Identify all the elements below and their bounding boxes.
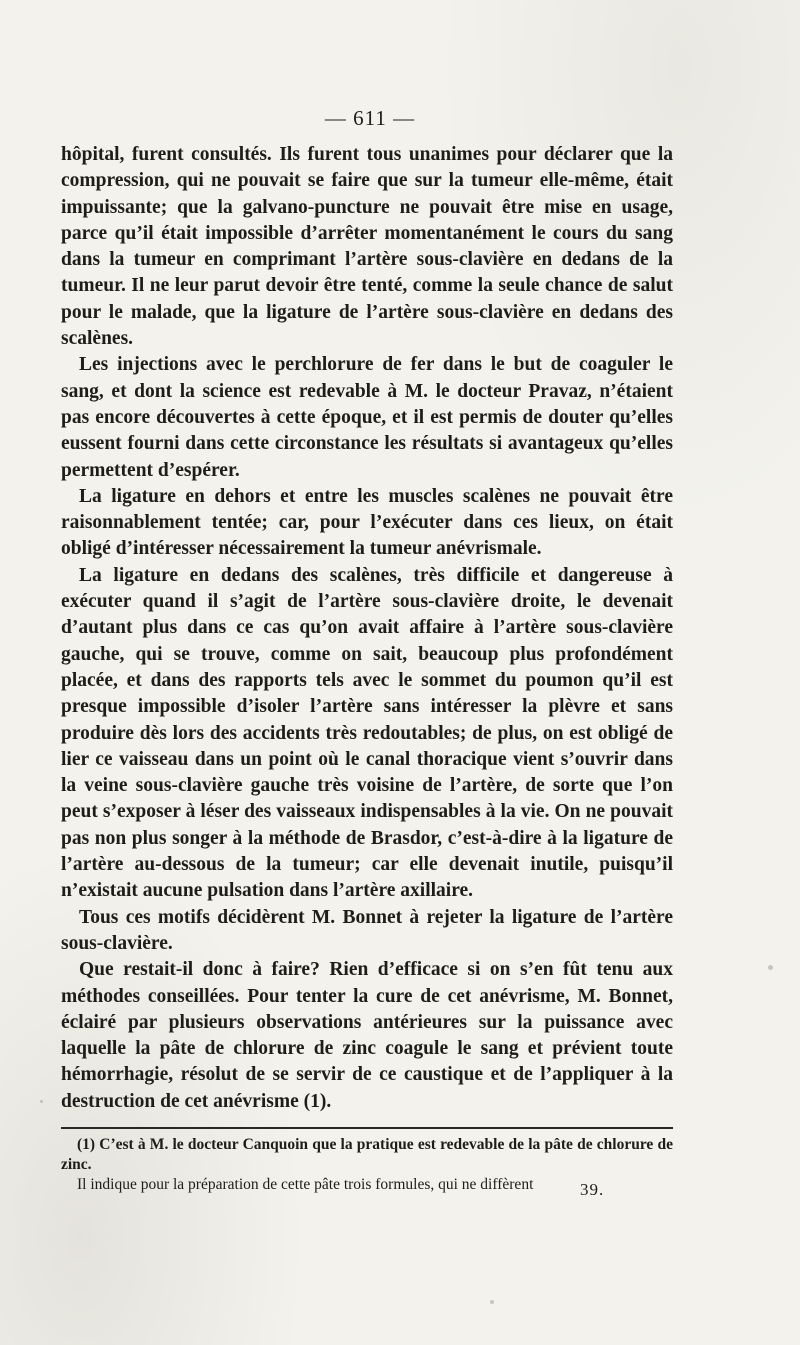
- paragraph: hôpital, furent consultés. Ils furent tous unanimes pour déclarer que la compression, qui ne pouvait se faire que sur la tumeur elle-même, était impuissante; que la galvano-puncture ne pouvait être mise en usage, parce qu’il était impossible d’arrêter momentanément le cours du sang dans la tumeur en comprimant l’artère sous-clavière en dedans de la tumeur. Il ne leur parut devoir être tenté, comme la seule chance de salut pour le malade, que la ligature de l’artère sous-clavière en dedans des scalènes.: [61, 144, 673, 350]
- main-text: [61, 142, 673, 1115]
- paragraph: Tous ces motifs décidèrent M. Bonnet à rejeter la ligature de l’artère sous-clavière.: [61, 906, 673, 954]
- paragraph: Que restait-il donc à faire? Rien d’efficace si on s’en fût tenu aux méthodes conseillées. Pour tenter la cure de cet anévrisme, M. Bonnet, éclairé par plusieurs observations antérieures sur la puissance avec laquelle la pâte de chlorure de zinc coagule le sang et prévient toute hémorrhagie, résolut de se servir de ce caustique et de l’appliquer à la destruction de cet anévrisme (1).: [61, 959, 673, 1112]
- paper-spot: [768, 965, 773, 970]
- paragraph: La ligature en dedans des scalènes, très difficile et dangereuse à exécuter quand il s’agit de l’artère sous-clavière droite, le devenait d’autant plus dans ce cas qu’on avait affaire à l’artère sous-clavière gauche, qui se trouve, comme on sait, beaucoup plus profondément placée, et dans des rapports tels avec le sommet du poumon qu’il est presque impossible d’isoler l’artère sans intéresser la plèvre et sans produire dès lors des accidents très redoutables; de plus, on est obligé de lier ce vaisseau dans un point où le canal thoracique vient s’ouvrir dans la veine sous-clavière gauche très voisine de l’artère, de sorte que l’on peut s’exposer à léser des vaisseaux indispensables à la vie. On ne pouvait pas non plus songer à la méthode de Brasdor, c’est-à-dire à la ligature de l’artère au-dessous de la tumeur; car elle devenait inutile, puisqu’il n’existait aucune pulsation dans l’artère axillaire.: [61, 564, 673, 902]
- paper-spot: [490, 1300, 494, 1304]
- footnote-divider: [61, 1127, 673, 1129]
- page-number: — 611 —: [324, 106, 416, 130]
- footnote: (1) C’est à M. le docteur Canquoin que la pratique est redevable de la pâte de chlorure de zinc.: [61, 1136, 673, 1173]
- footnote-continuation: Il indique pour la préparation de cette pâte trois formules, qui ne diffèrent: [77, 1176, 534, 1193]
- signature-mark: 39.: [580, 1180, 605, 1199]
- paragraph: La ligature en dehors et entre les muscles scalènes ne pouvait être raisonnablement tentée; car, pour l’exécuter dans ces lieux, on était obligé d’intéresser nécessairement la tumeur anévrismale.: [61, 485, 673, 560]
- paragraph: Les injections avec le perchlorure de fer dans le but de coaguler le sang, et dont la science est redevable à M. le docteur Pravaz, n’étaient pas encore découvertes à cette époque, et il est permis de douter qu’elles eussent fourni dans cette circonstance les résultats si avantageux qu’elles permettent d’espérer.: [61, 354, 673, 481]
- paper-spot: [40, 1100, 43, 1103]
